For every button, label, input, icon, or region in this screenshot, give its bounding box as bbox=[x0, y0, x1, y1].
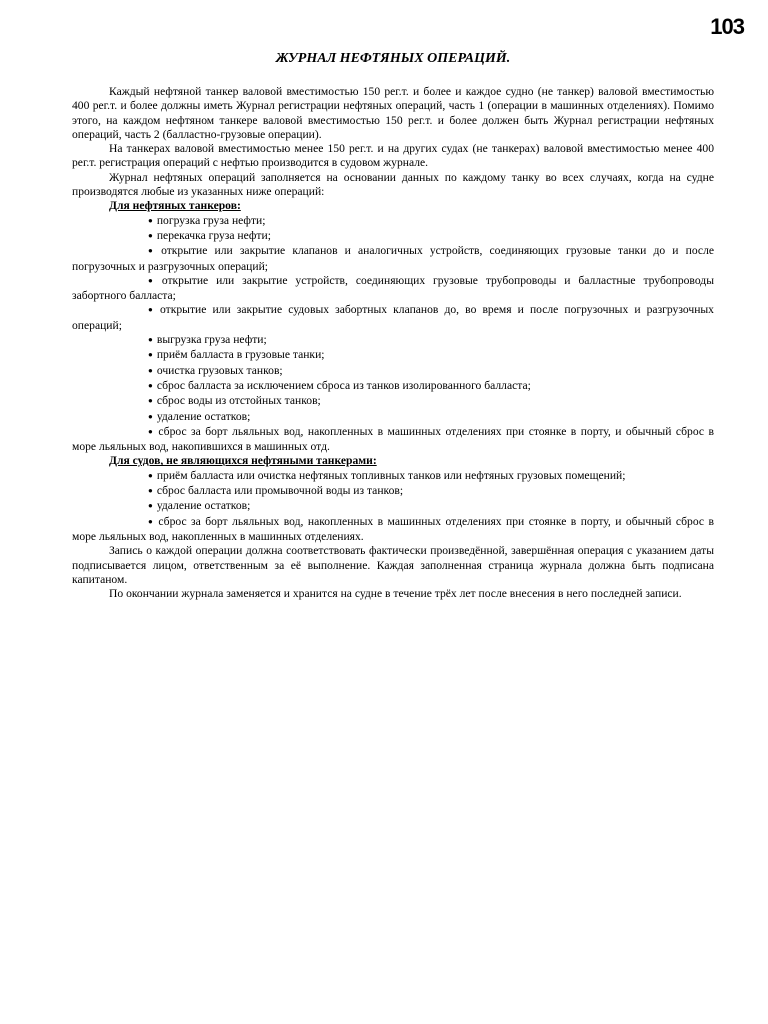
page-title: ЖУРНАЛ НЕФТЯНЫХ ОПЕРАЦИЙ. bbox=[275, 51, 511, 66]
other-ships-operations-list bbox=[72, 469, 714, 544]
list-item: ● удаление остатков; bbox=[72, 410, 714, 425]
other-ships-heading bbox=[72, 454, 714, 468]
document-body bbox=[72, 50, 714, 601]
intro-paragraph: На танкерах валовой вместимостью менее 150 рег.т. и на других судах (не танкерах) валовой вместимостью менее 400 рег.т. регистрация операций с нефтью производится в судовом журнале. bbox=[72, 142, 714, 170]
list-item: ● приём балласта или очистка нефтяных топливных танков или нефтяных грузовых помещений; bbox=[72, 469, 714, 484]
list-item: ● выгрузка груза нефти; bbox=[72, 333, 714, 348]
list-item: ● сброс за борт льяльных вод, накопленных в машинных отделениях при стоянке в порту, и обычный сброс в море льяльных вод, накопленных в машинных отделениях. bbox=[72, 515, 714, 545]
list-item: ● сброс воды из отстойных танков; bbox=[72, 394, 714, 409]
list-item: ● сброс за борт льяльных вод, накопленных в машинных отделениях при стоянке в порту, и обычный сброс в море льяльных вод, накопившихся в машинных отд. bbox=[72, 425, 714, 455]
list-item: ● удаление остатков; bbox=[72, 499, 714, 514]
closing-paragraph: По окончании журнала заменяется и хранится на судне в течение трёх лет после внесения в него последней записи. bbox=[109, 587, 682, 601]
list-item: ● приём балласта в грузовые танки; bbox=[72, 348, 714, 363]
tankers-operations-list bbox=[72, 214, 714, 455]
list-item: ● очистка грузовых танков; bbox=[72, 364, 714, 379]
list-item: ● открытие или закрытие клапанов и аналогичных устройств, соединяющих грузовые танки до и после погрузочных и разгрузочных операций; bbox=[72, 244, 714, 274]
list-item: ● открытие или закрытие устройств, соединяющих грузовые трубопроводы и балластные трубопроводы забортного балласта; bbox=[72, 274, 714, 304]
list-item: ● погрузка груза нефти; bbox=[72, 214, 714, 229]
other-ships-heading-text: Для судов, не являющихся нефтяными танкерами: bbox=[109, 454, 377, 468]
intro-paragraph: Каждый нефтяной танкер валовой вместимостью 150 рег.т. и более и каждое судно (не танкер) валовой вместимостью 400 рег.т. и более должны иметь Журнал регистрации нефтяных операций, часть 1 (операции в машинных отделениях). Помимо этого, на каждом нефтяном танкере валовой вместимостью 150 рег.т. и более должен быть Журнал регистрации нефтяных операций, часть 2 (балластно-грузовые операции). bbox=[72, 85, 714, 141]
intro-paragraph: Журнал нефтяных операций заполняется на основании данных по каждому танку во всех случаях, когда на судне производятся любые из указанных ниже операций: bbox=[72, 170, 714, 199]
tankers-heading bbox=[72, 199, 714, 213]
list-item: ● сброс балласта или промывочной воды из танков; bbox=[72, 484, 714, 499]
tankers-heading-text: Для нефтяных танкеров: bbox=[109, 199, 241, 213]
closing-paragraph: Запись о каждой операции должна соответствовать фактически произведённой, завершённая операция с указанием даты подписывается лицом, ответственным за её выполнение. Каждая заполненная страница журнала должна быть подписана капитаном. bbox=[72, 544, 714, 586]
list-item: ● открытие или закрытие судовых забортных клапанов до, во время и после погрузочных и разгрузочных операций; bbox=[72, 303, 714, 333]
page-number: 103 bbox=[710, 14, 744, 39]
list-item: ● сброс балласта за исключением сброса из танков изолированного балласта; bbox=[72, 379, 714, 394]
list-item: ● перекачка груза нефти; bbox=[72, 229, 714, 244]
